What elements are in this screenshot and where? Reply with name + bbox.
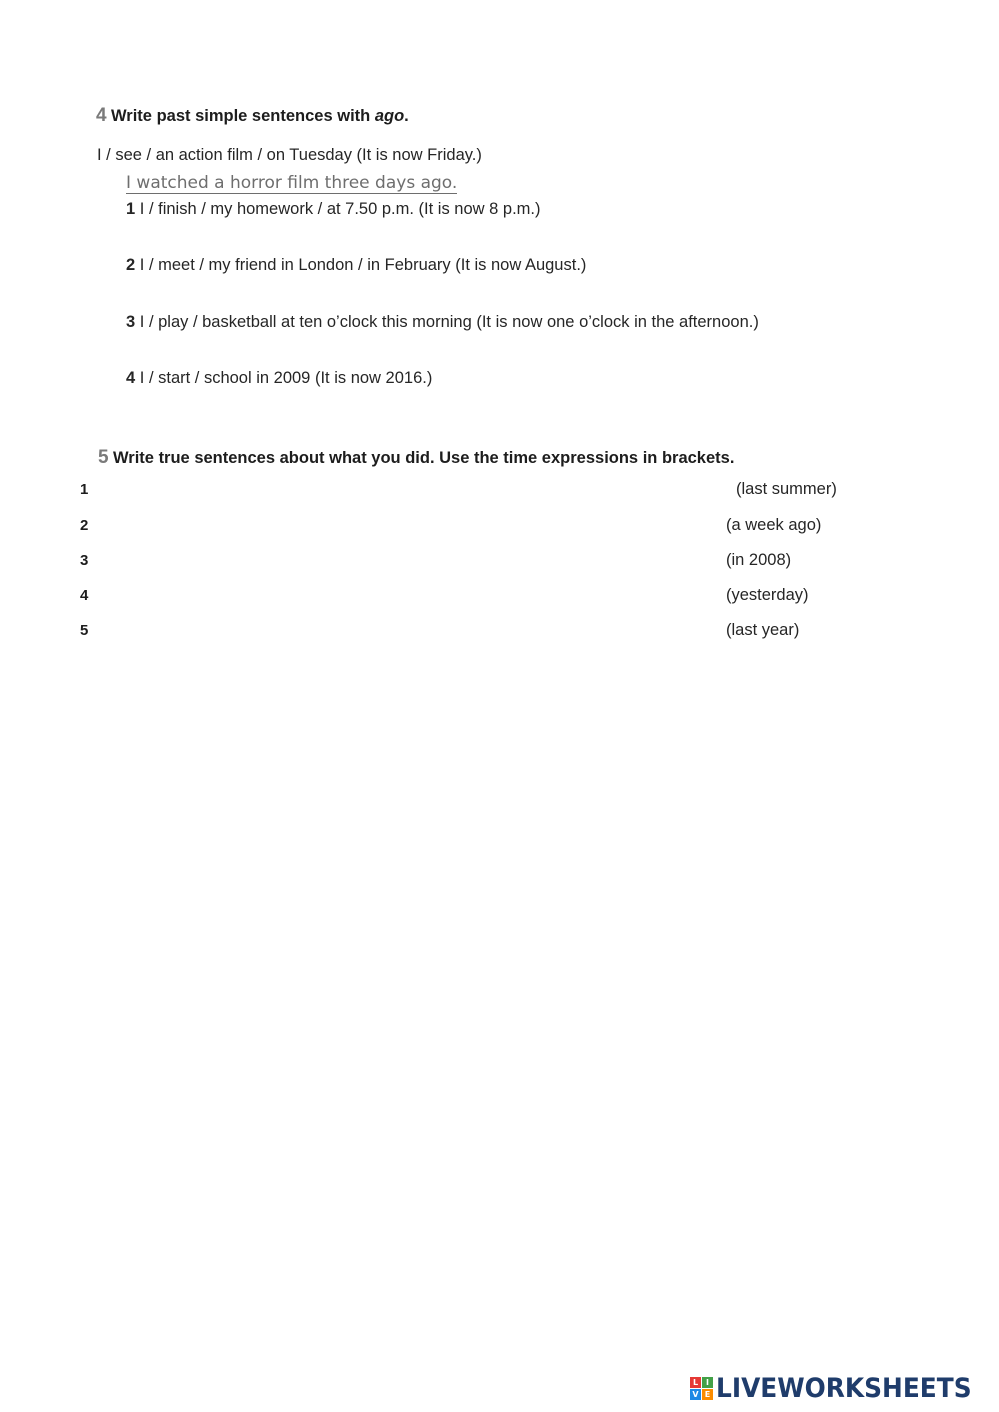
section-instruction: Write past simple sentences with ago. — [111, 107, 409, 125]
answer-field[interactable] — [100, 584, 720, 608]
answer-field[interactable] — [126, 395, 816, 421]
logo-text: LIVEWORKSHEETS — [716, 1372, 972, 1404]
time-expression: (last summer) — [736, 480, 837, 498]
time-expression: (last year) — [726, 621, 800, 639]
logo-block: I — [702, 1377, 713, 1388]
item-text: I / start / school in 2009 (It is now 2016.) — [135, 369, 433, 387]
item-text: I / play / basketball at ten o’clock this morning (It is now one o’clock in the afternoon.) — [135, 313, 759, 331]
exercise-item — [126, 256, 586, 275]
item-number: 2 — [126, 256, 136, 274]
item-number: 4 — [126, 369, 136, 387]
logo-block: V — [690, 1389, 701, 1400]
section-4-heading — [96, 105, 409, 127]
liveworksheets-logo — [690, 1372, 994, 1404]
time-expression: (yesterday) — [726, 586, 809, 604]
answer-field[interactable] — [126, 226, 816, 252]
example-prompt: I / see / an action film / on Tuesday (It is now Friday.) — [97, 146, 482, 164]
example-answer-field[interactable]: I watched a horror film three days ago. — [126, 173, 458, 193]
logo-block: E — [702, 1389, 713, 1400]
time-expression: (a week ago) — [726, 516, 822, 534]
answer-field[interactable] — [100, 619, 720, 643]
item-number: 3 — [126, 313, 136, 331]
row-number: 5 — [80, 622, 89, 639]
item-number: 1 — [126, 200, 136, 218]
row-number: 1 — [80, 481, 89, 498]
exercise-item — [126, 369, 432, 388]
section-instruction: Write true sentences about what you did. Use the time expressions in brackets. — [113, 449, 735, 467]
answer-field[interactable] — [100, 478, 720, 502]
answer-field[interactable] — [126, 339, 816, 365]
time-expression: (in 2008) — [726, 551, 792, 569]
exercise-item — [126, 200, 541, 219]
item-text: I / meet / my friend in London / in February (It is now August.) — [135, 256, 587, 274]
answer-field[interactable] — [100, 549, 720, 573]
section-5-heading — [98, 447, 734, 469]
section-number: 4 — [96, 105, 107, 126]
row-number: 3 — [80, 552, 89, 569]
exercise-item — [126, 313, 759, 332]
answer-field[interactable] — [100, 514, 720, 538]
logo-blocks-icon — [690, 1377, 713, 1400]
item-text: I / finish / my homework / at 7.50 p.m. (It is now 8 p.m.) — [135, 200, 541, 218]
logo-block: L — [690, 1377, 701, 1388]
row-number: 4 — [80, 587, 89, 604]
answer-field[interactable] — [126, 282, 816, 308]
row-number: 2 — [80, 517, 89, 534]
section-number: 5 — [98, 447, 109, 468]
